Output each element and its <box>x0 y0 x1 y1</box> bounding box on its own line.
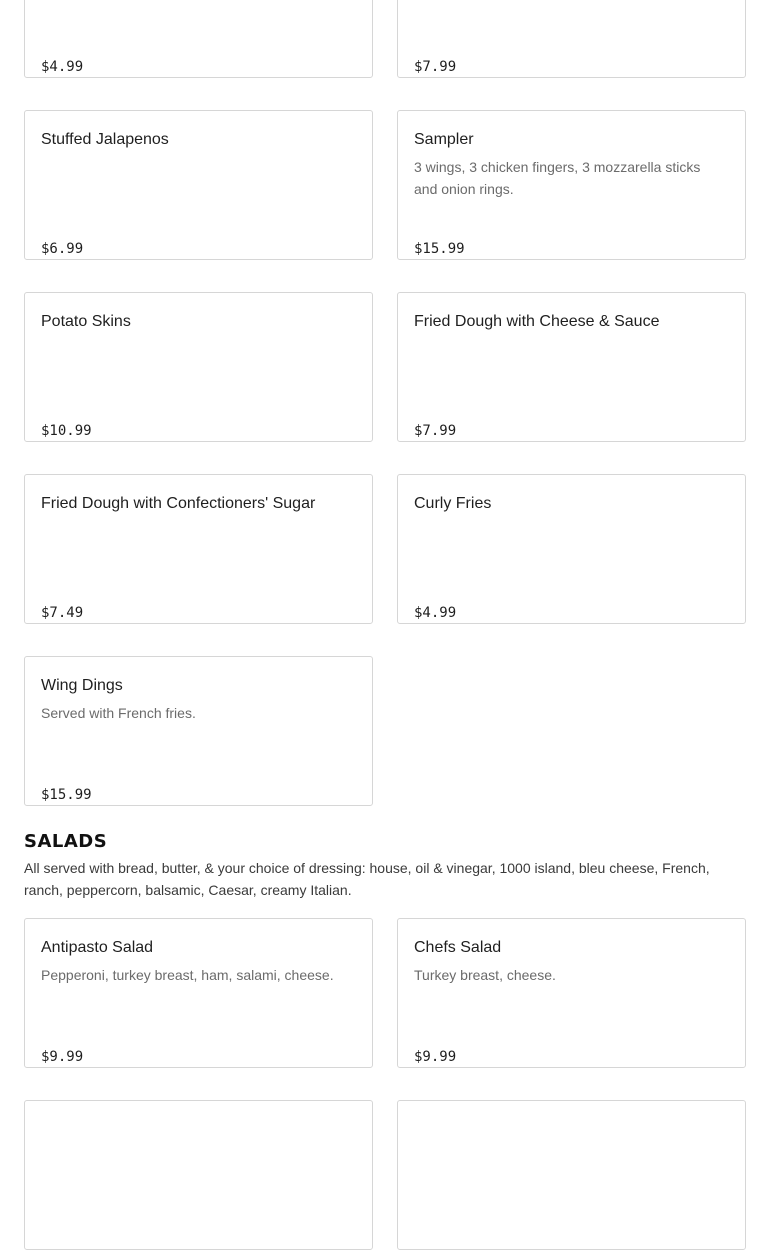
item-price: $9.99 <box>414 1049 457 1065</box>
item-price: $7.49 <box>41 605 84 621</box>
menu-item-card[interactable] <box>397 0 746 78</box>
menu-item-card[interactable] <box>397 474 746 624</box>
menu-item-card[interactable] <box>397 918 746 1068</box>
item-description: Served with French fries. <box>41 705 196 721</box>
item-name: Fried Dough with Confectioners' Sugar <box>41 495 316 512</box>
item-name: Sampler <box>414 131 474 148</box>
item-description: Turkey breast, cheese. <box>414 967 556 983</box>
item-description: 3 wings, 3 chicken fingers, 3 mozzarella sticks and onion rings. <box>414 159 701 197</box>
item-name: Fried Dough with Cheese & Sauce <box>414 313 660 330</box>
menu-item-card[interactable] <box>24 110 373 260</box>
item-price: $15.99 <box>41 787 92 803</box>
item-price: $7.99 <box>414 59 457 75</box>
item-name: Curly Fries <box>414 495 492 512</box>
item-name: Wing Dings <box>41 677 123 694</box>
item-description: Pepperoni, turkey breast, ham, salami, cheese. <box>41 967 334 983</box>
menu-item-card[interactable] <box>24 0 373 78</box>
item-price: $4.99 <box>41 59 84 75</box>
item-price: $4.99 <box>414 605 457 621</box>
item-price: $15.99 <box>414 241 465 257</box>
item-name: Chefs Salad <box>414 939 502 956</box>
item-name: Stuffed Jalapenos <box>41 131 169 148</box>
menu-item-card[interactable] <box>397 110 746 260</box>
item-name: Potato Skins <box>41 313 131 330</box>
item-price: $6.99 <box>41 241 84 257</box>
item-price: $7.99 <box>414 423 457 439</box>
section-description: All served with bread, butter, & your choice of dressing: house, oil & vinegar, 1000 island, bleu cheese, French, ranch, peppercorn, balsamic, Caesar, creamy Italian. <box>24 860 710 898</box>
menu-item-card[interactable] <box>24 474 373 624</box>
section-title: SALADS <box>24 831 108 852</box>
item-price: $10.99 <box>41 423 92 439</box>
menu-item-card[interactable] <box>397 292 746 442</box>
menu-item-card[interactable] <box>24 292 373 442</box>
menu-item-card[interactable] <box>24 918 373 1068</box>
menu-item-card[interactable] <box>24 656 373 806</box>
item-price: $9.99 <box>41 1049 84 1065</box>
item-name: Antipasto Salad <box>41 939 154 956</box>
